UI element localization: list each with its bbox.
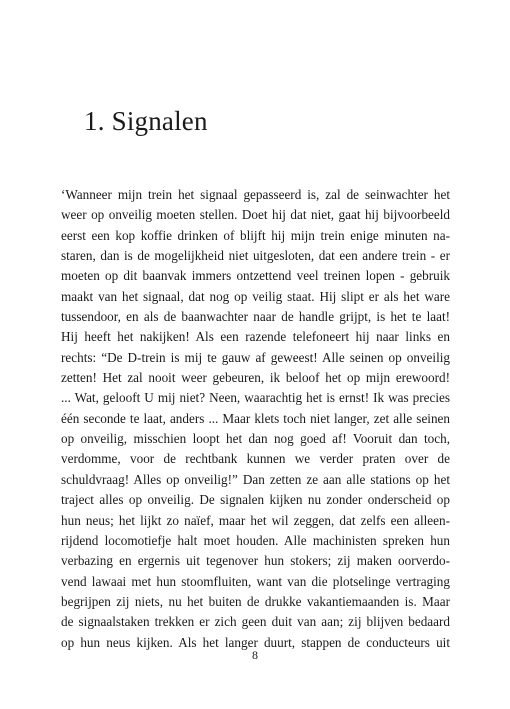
- text-line: verbazing en ergernis uit tegenover hun stokers; zij maken oorverdo-: [61, 553, 450, 569]
- text-line: tussendoor, en als de baanwachter naar de handle grijpt, is het te laat!: [61, 309, 450, 325]
- text-line: ... Wat, gelooft U mij niet? Neen, waarachtig het is ernst! Ik was precies: [61, 390, 450, 406]
- text-line: weer op onveilig moeten stellen. Doet hij dat niet, gaat hij bijvoorbeeld: [61, 207, 450, 223]
- text-line: Hij heeft het nakijken! Als een razende telefoneert hij naar links en: [61, 329, 450, 345]
- body-paragraph: [61, 185, 450, 653]
- text-line: schuldvraag! Alles op onveilig!” Dan zetten ze aan alle stations op het: [61, 471, 450, 487]
- text-line: maakt van het signaal, dat nog op veilig staat. Hij slipt er als het ware: [61, 288, 450, 304]
- text-line: traject alles op onveilig. De signalen kijken nu zonder onderscheid op: [61, 492, 450, 508]
- text-line: rijdend locomotiefje halt moet houden. Alle machinisten spreken hun: [61, 532, 450, 548]
- text-line: vend lawaai met hun stoomfluiten, want van die plotselinge vertraging: [61, 573, 450, 589]
- text-line: rechts: “De D-trein is mij te gauw af geweest! Alle seinen op onveilig: [61, 349, 450, 365]
- text-line: één seconde te laat, anders ... Maar klets toch niet langer, zet alle seinen: [61, 410, 450, 426]
- text-line: moeten op dit baanvak immers ontzettend veel treinen lopen - gebruik: [61, 268, 450, 284]
- text-line: zetten! Het zal nooit weer gebeuren, ik beloof het op mijn erewoord!: [61, 370, 450, 386]
- text-line: ‘Wanneer mijn trein het signaal gepasseerd is, zal de seinwachter het: [61, 187, 450, 202]
- text-line: verdomme, voor de rechtbank kunnen we verder praten over de: [61, 451, 450, 467]
- text-line: eerst een kop koffie drinken of blijft hij mijn trein enige minuten na-: [61, 227, 450, 243]
- chapter-title: 1. Signalen: [84, 106, 208, 136]
- page-number: 8: [252, 648, 258, 662]
- text-line: staren, dan is de mogelijkheid niet uitgesloten, dat een andere trein - er: [61, 248, 450, 264]
- text-line: begrijpen zij niets, nu het buiten de drukke vakantiemaanden is. Maar: [61, 593, 450, 609]
- text-line: hun neus; het lijkt zo naïef, maar het wil zeggen, dat zelfs een alleen-: [61, 512, 450, 528]
- text-line: op onveilig, misschien loopt het dan nog goed af! Vooruit dan toch,: [61, 431, 450, 447]
- text-line: op hun neus kijken. Als het langer duurt, stappen de conducteurs uit: [61, 634, 450, 650]
- text-line: de signaalstaken trekken er zich geen duit van aan; zij blijven bedaard: [61, 614, 450, 630]
